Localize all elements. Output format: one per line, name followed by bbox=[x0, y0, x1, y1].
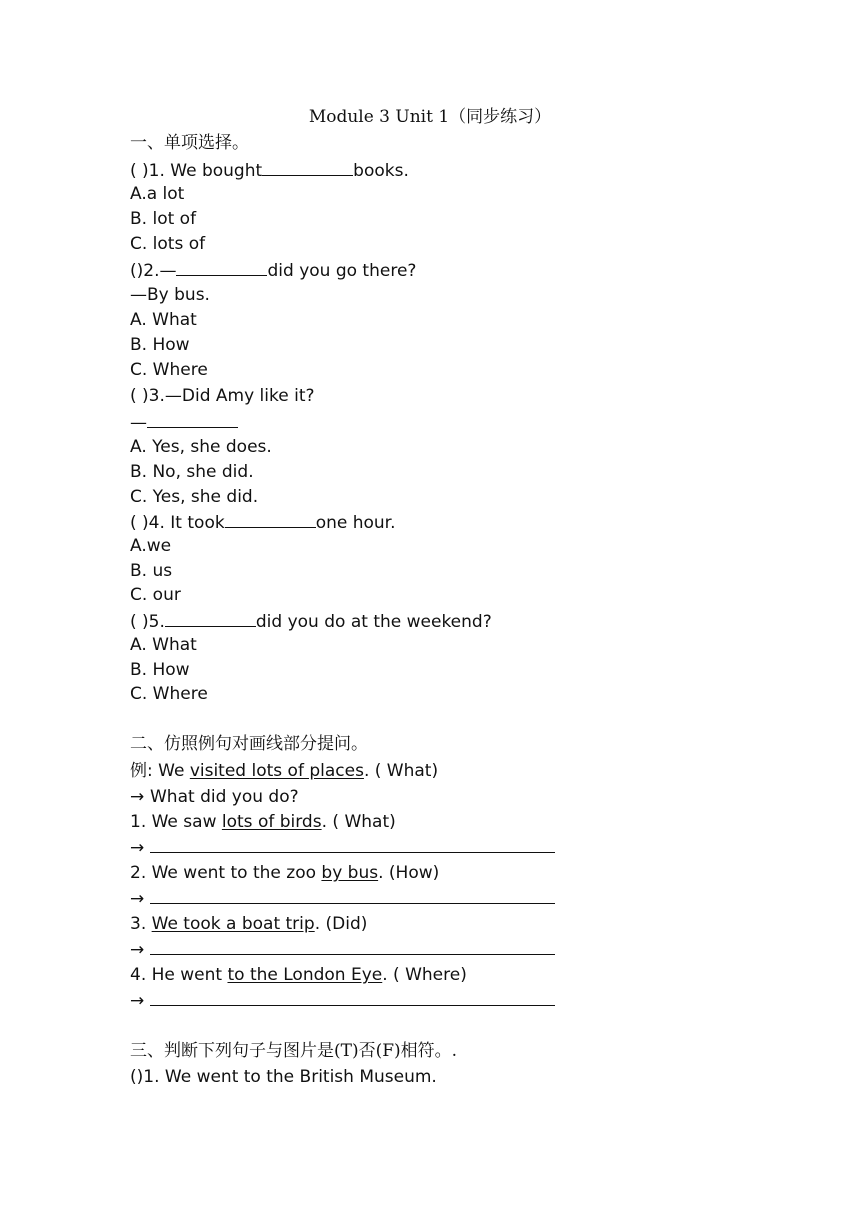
q4-option-c: C. our bbox=[130, 585, 181, 605]
item1-pre: 1. We saw bbox=[130, 812, 222, 832]
question-1 bbox=[130, 158, 409, 182]
rewrite-item-4 bbox=[130, 964, 467, 986]
q5-blank bbox=[165, 609, 256, 627]
question-5 bbox=[130, 609, 492, 633]
q3-answer-line bbox=[130, 410, 238, 434]
q2-option-b: B. How bbox=[130, 335, 190, 355]
example-sentence bbox=[130, 760, 438, 782]
item3-answer-line bbox=[130, 938, 555, 961]
item3-underlined: We took a boat trip bbox=[151, 914, 315, 934]
item3-answer-blank bbox=[150, 938, 555, 955]
q2-option-c: C. Where bbox=[130, 360, 208, 380]
rewrite-item-2 bbox=[130, 862, 439, 884]
item1-answer-blank bbox=[150, 836, 555, 853]
item2-pre: 2. We went to the zoo bbox=[130, 863, 322, 883]
q1-stem-end: books. bbox=[353, 161, 409, 181]
item2-post: . (How) bbox=[378, 863, 440, 883]
example-answer bbox=[130, 786, 299, 808]
question-3: ( )3.—Did Amy like it? bbox=[130, 386, 315, 406]
item1-underlined: lots of birds bbox=[221, 812, 322, 832]
rewrite-item-3 bbox=[130, 913, 367, 935]
item4-answer-blank bbox=[150, 989, 555, 1006]
item4-post: . ( Where) bbox=[382, 965, 467, 985]
q4-blank bbox=[225, 510, 316, 528]
item2-underlined: by bus bbox=[321, 863, 379, 883]
arrow-icon: → bbox=[130, 940, 145, 960]
q2-stem-end: did you go there? bbox=[267, 261, 417, 281]
example-underlined: visited lots of places bbox=[189, 761, 364, 781]
item3-post: . (Did) bbox=[314, 914, 368, 934]
q5-option-a: A. What bbox=[130, 635, 197, 655]
q1-option-b: B. lot of bbox=[130, 209, 197, 229]
section1-heading: 一、单项选择。 bbox=[130, 133, 249, 153]
arrow-icon: → bbox=[130, 889, 145, 909]
q2-stem: ()2.— bbox=[130, 261, 177, 281]
q3-option-c: C. Yes, she did. bbox=[130, 487, 259, 507]
question-4 bbox=[130, 510, 396, 534]
q2-blank bbox=[176, 258, 267, 276]
example-pre: 例: We bbox=[130, 761, 190, 781]
q3-option-b: B. No, she did. bbox=[130, 462, 254, 482]
item1-answer-line bbox=[130, 836, 555, 859]
arrow-icon: → bbox=[130, 991, 145, 1011]
q1-stem: ( )1. We bought bbox=[130, 161, 263, 181]
arrow-icon: → bbox=[130, 787, 145, 807]
example-post: . ( What) bbox=[363, 761, 439, 781]
q1-option-a: A.a lot bbox=[130, 184, 185, 204]
item4-pre: 4. He went bbox=[130, 965, 228, 985]
q5-stem: ( )5. bbox=[130, 612, 165, 632]
question-2 bbox=[130, 258, 416, 282]
q3-dash: — bbox=[130, 413, 147, 433]
item2-answer-blank bbox=[150, 887, 555, 904]
item4-underlined: to the London Eye bbox=[227, 965, 383, 985]
page-title: Module 3 Unit 1（同步练习） bbox=[308, 107, 552, 127]
item1-post: . ( What) bbox=[321, 812, 396, 832]
q1-blank bbox=[262, 158, 353, 176]
q1-option-c: C. lots of bbox=[130, 234, 206, 254]
item4-answer-line bbox=[130, 989, 555, 1012]
q5-option-c: C. Where bbox=[130, 684, 208, 704]
q2-option-a: A. What bbox=[130, 310, 197, 330]
q5-stem-end: did you do at the weekend? bbox=[255, 612, 492, 632]
item2-answer-line bbox=[130, 887, 555, 910]
q4-option-b: B. us bbox=[130, 561, 173, 581]
example-answer-text: What did you do? bbox=[150, 787, 299, 807]
rewrite-item-1 bbox=[130, 811, 396, 833]
q4-option-a: A.we bbox=[130, 536, 172, 556]
section3-heading: 三、判断下列句子与图片是(T)否(F)相符。. bbox=[130, 1041, 458, 1061]
q4-stem: ( )4. It took bbox=[130, 513, 225, 533]
section2-heading: 二、仿照例句对画线部分提问。 bbox=[130, 734, 368, 754]
item3-pre: 3. bbox=[130, 914, 152, 934]
q4-stem-end: one hour. bbox=[315, 513, 396, 533]
q2-answer: —By bus. bbox=[130, 285, 210, 305]
q3-blank bbox=[147, 410, 238, 428]
q3-option-a: A. Yes, she does. bbox=[130, 437, 272, 457]
arrow-icon: → bbox=[130, 838, 145, 858]
q5-option-b: B. How bbox=[130, 660, 190, 680]
section3-question-1: ()1. We went to the British Museum. bbox=[130, 1067, 437, 1087]
